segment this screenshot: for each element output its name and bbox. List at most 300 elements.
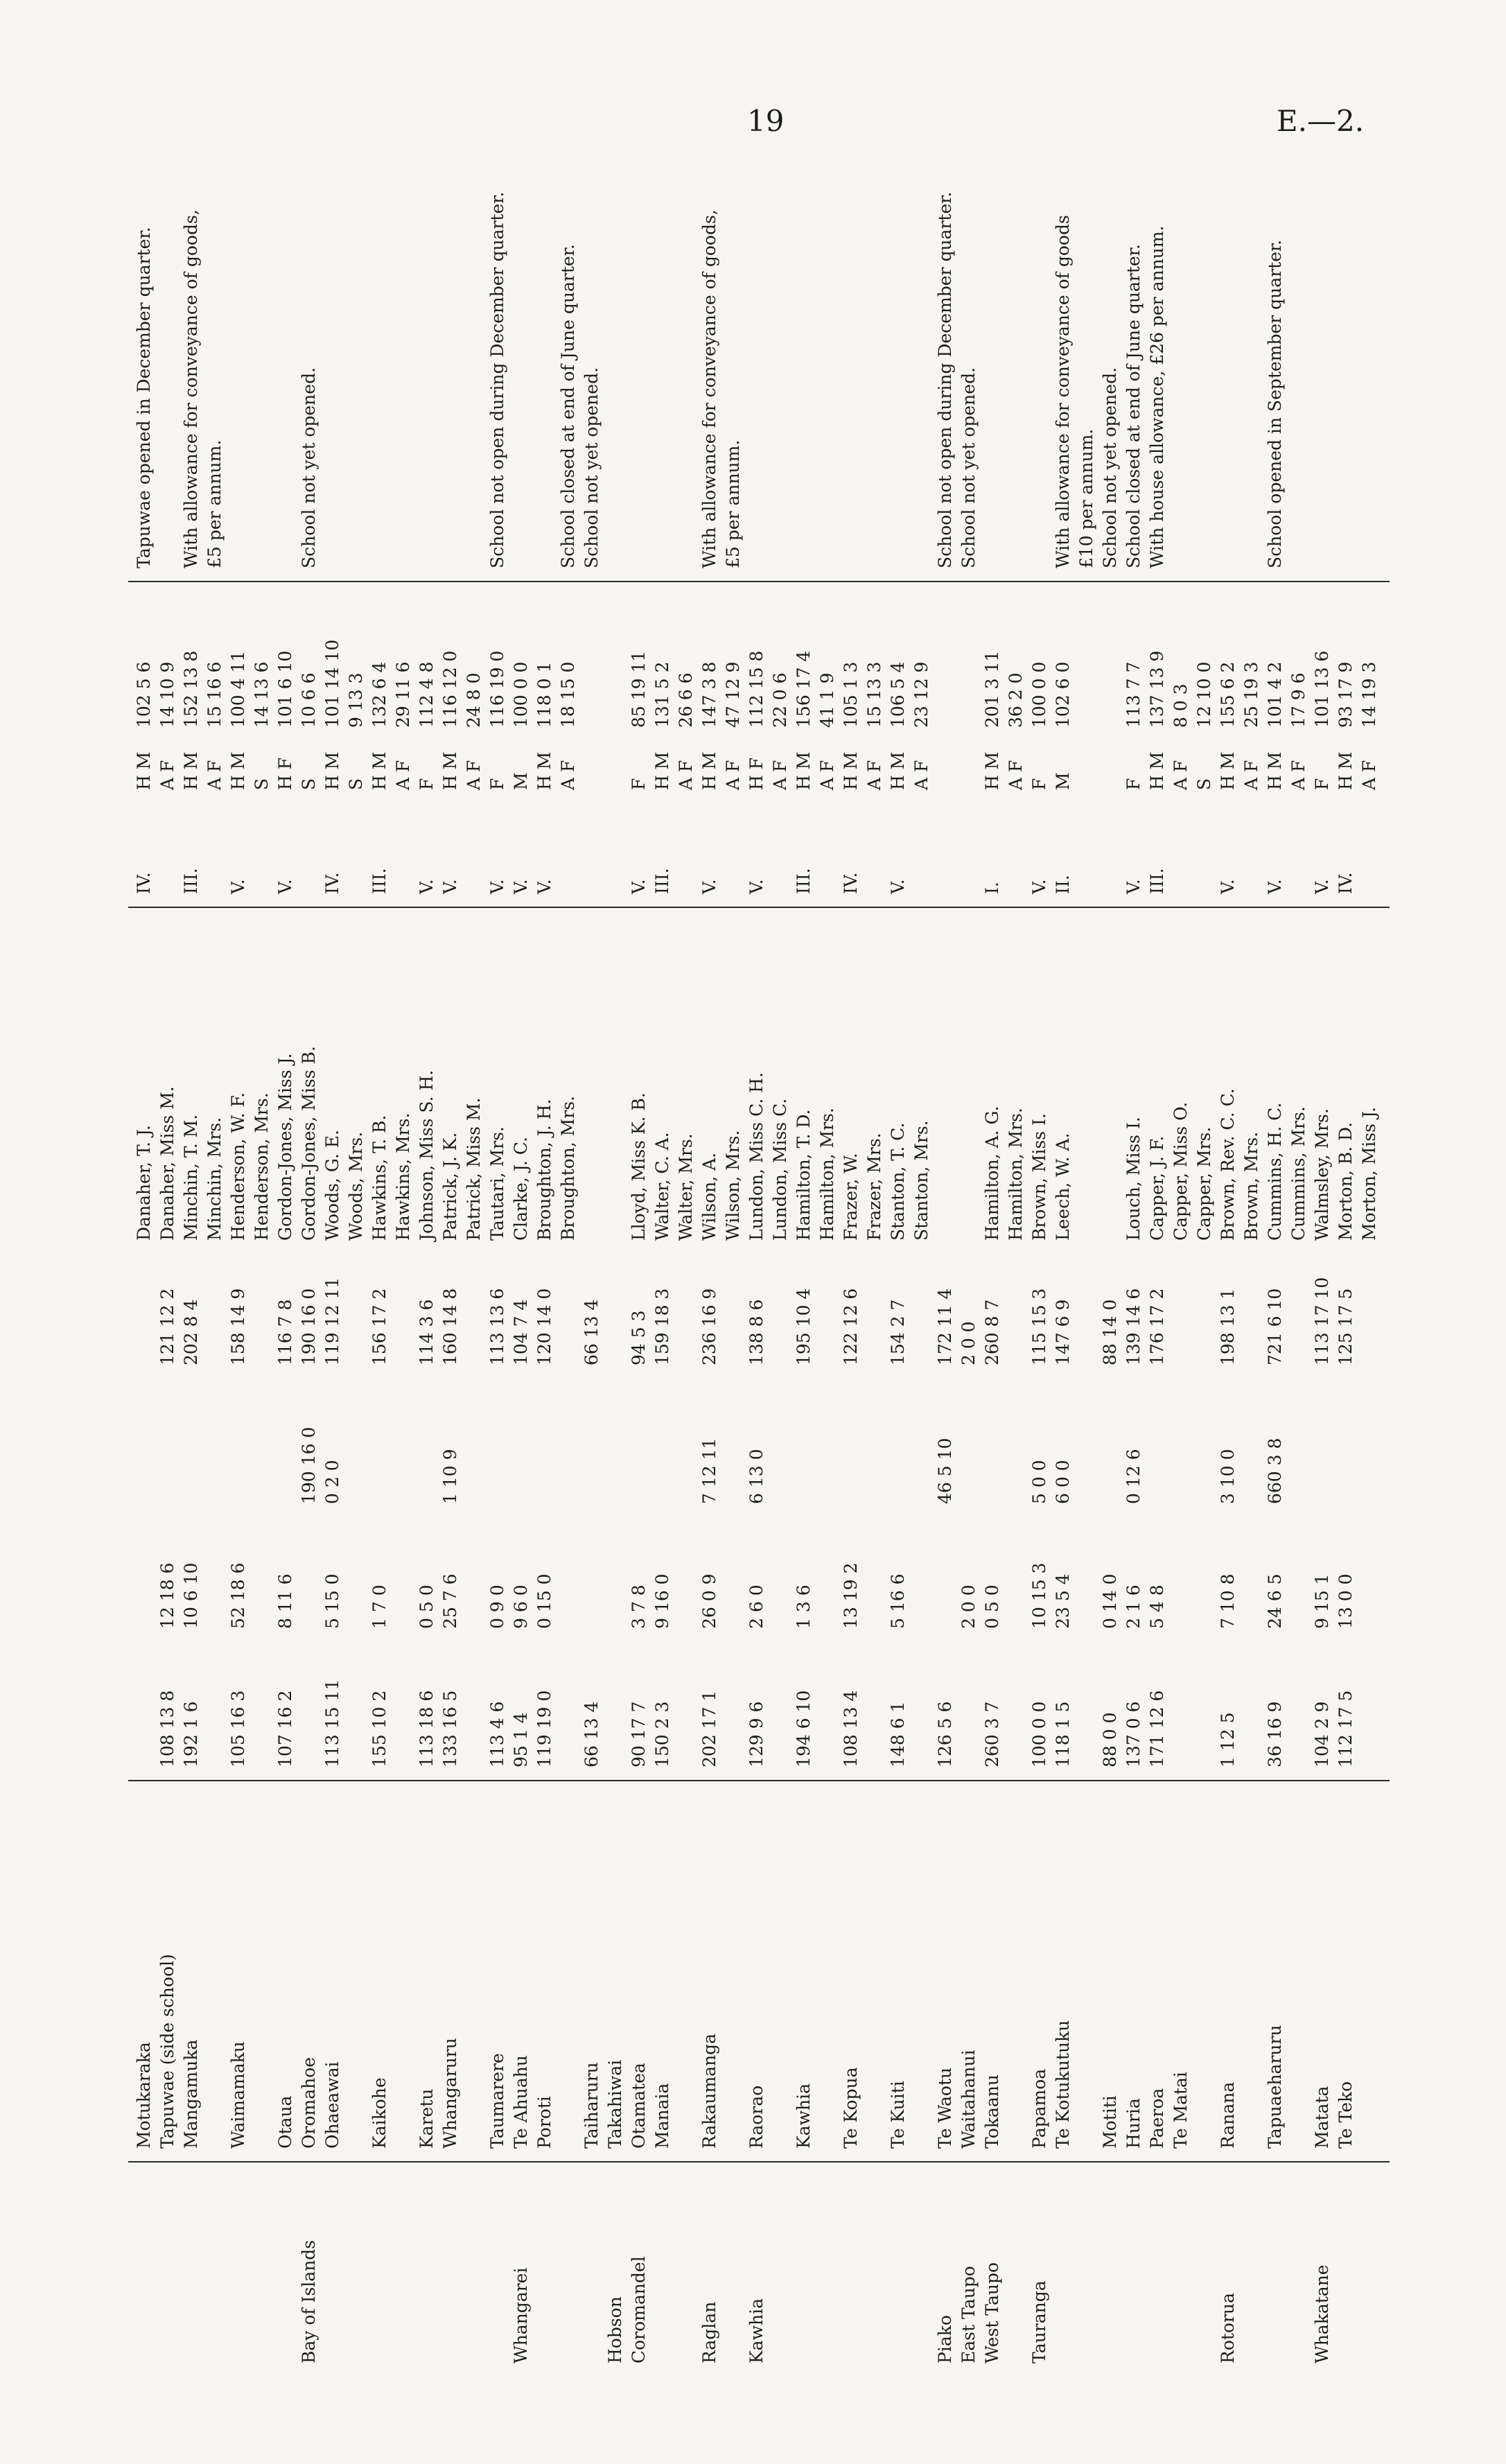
position-cell: A F [770, 760, 790, 790]
school-cell: Tapuwae (side school) [157, 1954, 177, 2149]
total-cell: 156 17 2 [369, 1288, 389, 1365]
teacher-cell: Cummins, H. C. [1265, 1102, 1285, 1241]
table-row [627, 139, 651, 2377]
class-cell: IV. [134, 872, 154, 894]
amount-cell: 7 12 11 [699, 1438, 719, 1504]
salary-cell: 8 0 3 [1171, 683, 1191, 728]
table-row [274, 139, 297, 2377]
table-row [321, 139, 344, 2377]
table-row [1193, 139, 1216, 2377]
teacher-cell: Walter, C. A. [652, 1132, 672, 1241]
total-cell: 113 17 10 [1312, 1277, 1332, 1365]
table-row [439, 139, 462, 2377]
amount-cell: 0 9 0 [487, 1584, 507, 1629]
teacher-cell: Morton, Miss J. [1359, 1107, 1379, 1241]
class-cell: V. [629, 879, 649, 894]
remark-cell: Tapuwae opened in December quarter. [134, 227, 154, 568]
school-cell: Rakaumanga [699, 2033, 719, 2149]
table-row [1169, 139, 1193, 2377]
teacher-cell: Henderson, Mrs. [252, 1092, 272, 1241]
school-cell: Mangamuka [181, 2039, 201, 2149]
amount-cell: 25 7 6 [440, 1573, 460, 1629]
position-cell: A F [864, 760, 884, 790]
table-row [910, 139, 934, 2377]
table-row [934, 139, 957, 2377]
amount-cell: 148 6 1 [888, 1701, 908, 1767]
remark-cell: School not yet opened. [958, 367, 979, 568]
salary-cell: 15 13 3 [864, 661, 884, 728]
class-cell: III. [181, 868, 201, 894]
teacher-cell: Broughton, J. H. [534, 1099, 554, 1241]
school-cell: Kaikohe [369, 2077, 389, 2149]
page-number: 19 [747, 104, 785, 138]
teacher-cell: Patrick, Miss M. [464, 1097, 484, 1241]
school-cell: Kawhia [794, 2083, 814, 2149]
position-cell: H M [134, 751, 154, 790]
class-cell: III. [652, 868, 672, 894]
school-cell: Otamatea [629, 2063, 649, 2149]
amount-cell: 113 4 6 [487, 1701, 507, 1767]
salary-cell: 201 3 11 [982, 650, 1002, 728]
table-row [415, 139, 439, 2377]
table-row [1334, 139, 1358, 2377]
teacher-cell: Broughton, Mrs. [558, 1096, 578, 1241]
position-cell: S [299, 778, 319, 790]
salary-cell: 18 15 0 [558, 661, 578, 728]
teacher-cell: Frazer, W. [841, 1153, 861, 1241]
total-cell: 198 13 1 [1218, 1288, 1238, 1365]
salary-cell: 100 4 11 [228, 650, 248, 728]
position-cell: H F [746, 757, 767, 790]
class-cell: V. [440, 879, 460, 894]
amount-cell: 5 16 6 [888, 1573, 908, 1629]
teacher-cell: Capper, Miss O. [1171, 1101, 1191, 1241]
position-cell: H M [794, 751, 814, 790]
amount-cell: 118 1 5 [1053, 1701, 1073, 1767]
total-cell: 190 16 0 [299, 1288, 319, 1365]
position-cell: H M [841, 751, 861, 790]
position-cell: H M [228, 751, 248, 790]
salary-cell: 156 17 4 [794, 650, 814, 728]
total-cell: 202 8 4 [181, 1299, 201, 1365]
teacher-cell: Wilson, A. [699, 1152, 719, 1241]
teacher-cell: Frazer, Mrs. [864, 1133, 884, 1241]
school-cell: Motiti [1100, 2095, 1120, 2149]
school-cell: Tapuaeharuru [1265, 2025, 1285, 2149]
total-cell: 94 5 3 [629, 1310, 649, 1365]
teacher-cell: Hamilton, Mrs. [1006, 1108, 1026, 1241]
table-row [1216, 139, 1240, 2377]
total-cell: 154 2 7 [888, 1299, 908, 1365]
total-cell: 120 14 0 [534, 1288, 554, 1365]
salary-cell: 155 6 2 [1218, 661, 1238, 728]
salary-cell: 25 19 3 [1241, 661, 1261, 728]
table-row [839, 139, 863, 2377]
teacher-cell: Wilson, Mrs. [723, 1130, 743, 1241]
amount-cell: 6 0 0 [1053, 1460, 1073, 1504]
amount-cell: 129 9 6 [746, 1701, 767, 1767]
district-cell: East Taupo [958, 2266, 979, 2363]
teacher-cell: Stanton, Mrs. [911, 1120, 931, 1241]
table-row [180, 139, 203, 2377]
total-cell: 236 16 9 [699, 1288, 719, 1365]
position-cell: F [487, 778, 507, 790]
table-row [533, 139, 557, 2377]
position-cell: S [252, 778, 272, 790]
teacher-cell: Leech, W. A. [1053, 1133, 1073, 1241]
teacher-cell: Walter, Mrs. [676, 1133, 696, 1241]
total-cell: 158 14 9 [228, 1288, 248, 1365]
amount-cell: 8 11 6 [275, 1573, 295, 1629]
position-cell: H M [1336, 751, 1356, 790]
salary-cell: 9 13 3 [346, 672, 366, 728]
salary-cell: 14 19 3 [1359, 661, 1379, 728]
class-cell: III. [1147, 868, 1167, 894]
school-cell: Oromahoe [299, 2056, 319, 2149]
table-row [297, 139, 321, 2377]
total-cell: 119 12 11 [322, 1277, 342, 1365]
amount-cell: 13 19 2 [841, 1562, 861, 1629]
school-cell: Karetu [417, 2088, 437, 2149]
amount-cell: 90 17 7 [629, 1701, 649, 1767]
salary-cell: 85 19 11 [629, 650, 649, 728]
table-row [698, 139, 721, 2377]
position-cell: A F [723, 760, 743, 790]
total-cell: 115 15 3 [1029, 1288, 1049, 1365]
school-cell: Te Matai [1171, 2072, 1191, 2149]
table-row [250, 139, 274, 2377]
table-row [203, 139, 227, 2377]
class-cell: V. [511, 879, 531, 894]
salary-cell: 101 6 10 [275, 650, 295, 728]
table-row [674, 139, 698, 2377]
salary-cell: 112 4 8 [417, 661, 437, 728]
amount-cell: 0 15 0 [534, 1573, 554, 1629]
district-cell: West Taupo [982, 2262, 1002, 2363]
remark-cell: School not open during December quarter. [935, 191, 955, 568]
school-cell: Te Teko [1336, 2081, 1356, 2149]
position-cell: A F [1171, 760, 1191, 790]
table-row [863, 139, 886, 2377]
school-cell: Huria [1123, 2098, 1144, 2149]
class-cell: IV. [322, 872, 342, 894]
school-cell: Whangaruru [440, 2038, 460, 2149]
total-cell: 2 0 0 [958, 1321, 979, 1365]
total-cell: 172 11 4 [935, 1288, 955, 1365]
amount-cell: 66 13 4 [581, 1701, 602, 1767]
amount-cell: 150 2 3 [652, 1701, 672, 1767]
total-cell: 160 14 8 [440, 1288, 460, 1365]
amount-cell: 5 15 0 [322, 1573, 342, 1629]
remark-cell: School not open during December quarter. [487, 191, 507, 568]
amount-cell: 104 2 9 [1312, 1701, 1332, 1767]
amount-cell: 9 16 0 [652, 1573, 672, 1629]
school-cell: Manaia [652, 2083, 672, 2149]
table-row [486, 139, 509, 2377]
teacher-cell: Hawkins, Mrs. [393, 1112, 413, 1241]
table-row [1051, 139, 1075, 2377]
teacher-cell: Capper, J. F. [1147, 1135, 1167, 1241]
amount-cell: 1 10 9 [440, 1449, 460, 1504]
position-cell: A F [204, 760, 225, 790]
teacher-cell: Henderson, W. F. [228, 1092, 248, 1241]
remark-cell: School not yet opened. [299, 367, 319, 568]
teacher-cell: Woods, G. E. [322, 1130, 342, 1241]
amount-cell: 9 15 1 [1312, 1573, 1332, 1629]
table-row [721, 139, 745, 2377]
amount-cell: 95 1 4 [511, 1712, 531, 1767]
school-cell: Taiharuru [581, 2062, 602, 2149]
class-cell: V. [534, 879, 554, 894]
class-cell: V. [1029, 879, 1049, 894]
teacher-cell: Lundon, Miss C. H. [746, 1072, 767, 1241]
amount-cell: 5 4 8 [1147, 1584, 1167, 1629]
amount-cell: 113 15 11 [322, 1679, 342, 1767]
position-cell: A F [1359, 760, 1379, 790]
table-row [392, 139, 415, 2377]
amount-cell: 190 16 0 [299, 1426, 319, 1504]
amount-cell: 100 0 0 [1029, 1701, 1049, 1767]
teacher-cell: Clarke, J. C. [511, 1137, 531, 1241]
table-row [981, 139, 1004, 2377]
table-row [132, 139, 156, 2377]
teacher-cell: Johnson, Miss S. H. [417, 1069, 437, 1241]
position-cell: A F [676, 760, 696, 790]
salary-cell: 47 12 9 [723, 661, 743, 728]
salary-cell: 26 6 6 [676, 672, 696, 728]
amount-cell: 1 3 6 [794, 1584, 814, 1629]
class-cell: III. [794, 868, 814, 894]
position-cell: H M [369, 751, 389, 790]
table-row [462, 139, 486, 2377]
position-cell: H F [275, 757, 295, 790]
amount-cell: 10 6 10 [181, 1562, 201, 1629]
class-cell: V. [1123, 879, 1144, 894]
total-cell: 125 17 5 [1336, 1288, 1356, 1365]
position-cell: A F [817, 760, 837, 790]
salary-cell: 10 6 6 [299, 672, 319, 728]
teacher-cell: Minchin, T. M. [181, 1114, 201, 1241]
amount-cell: 13 0 0 [1336, 1573, 1356, 1629]
amount-cell: 137 0 6 [1123, 1701, 1144, 1767]
school-cell: Taumarere [487, 2053, 507, 2149]
position-cell: A F [464, 760, 484, 790]
school-cell: Matata [1312, 2086, 1332, 2149]
remark-cell: £5 per annum. [723, 439, 743, 568]
amount-cell: 3 10 0 [1218, 1449, 1238, 1504]
teacher-cell: Minchin, Mrs. [204, 1117, 225, 1241]
table-row [1122, 139, 1146, 2377]
amount-cell: 52 18 6 [228, 1562, 248, 1629]
remark-cell: School closed at end of June quarter. [558, 244, 578, 568]
amount-cell: 155 10 2 [369, 1690, 389, 1767]
school-cell: Poroti [534, 2096, 554, 2149]
class-cell: IV. [841, 872, 861, 894]
amount-cell: 3 7 8 [629, 1584, 649, 1629]
teacher-cell: Cummins, Mrs. [1288, 1106, 1308, 1241]
class-cell: V. [699, 879, 719, 894]
class-cell: V. [487, 879, 507, 894]
class-cell: II. [1053, 875, 1073, 894]
position-cell: H M [888, 751, 908, 790]
total-cell: 113 13 6 [487, 1288, 507, 1365]
salary-cell: 29 11 6 [393, 661, 413, 728]
position-cell: F [1312, 778, 1332, 790]
teacher-cell: Brown, Rev. C. C. [1218, 1088, 1238, 1241]
table-row [344, 139, 368, 2377]
table-row [957, 139, 981, 2377]
school-cell: Otaua [275, 2095, 295, 2149]
salary-cell: 106 5 4 [888, 661, 908, 728]
amount-cell: 119 19 0 [534, 1690, 554, 1767]
position-cell: H M [181, 751, 201, 790]
salary-cell: 102 6 0 [1053, 661, 1073, 728]
table-row [156, 139, 180, 2377]
salary-cell: 132 6 4 [369, 661, 389, 728]
teacher-cell: Tautari, Mrs. [487, 1126, 507, 1241]
teacher-cell: Danaher, T. J. [134, 1125, 154, 1241]
amount-cell: 26 0 9 [699, 1573, 719, 1629]
page-reference: E.—2. [1277, 104, 1365, 138]
amount-cell: 105 16 3 [228, 1690, 248, 1767]
school-cell: Ohaeawai [322, 2061, 342, 2149]
table-row [1028, 139, 1051, 2377]
amount-cell: 112 17 5 [1336, 1690, 1356, 1767]
amount-cell: 133 16 5 [440, 1690, 460, 1767]
amount-cell: 1 7 0 [369, 1584, 389, 1629]
position-cell: A F [1241, 760, 1261, 790]
school-cell: Te Ahuahu [511, 2055, 531, 2149]
position-cell: H M [322, 751, 342, 790]
teacher-cell: Lloyd, Miss K. B. [629, 1092, 649, 1241]
remark-cell: School closed at end of June quarter. [1123, 244, 1144, 568]
school-cell: Takahiwai [605, 2059, 625, 2149]
amount-cell: 2 6 0 [746, 1584, 767, 1629]
class-cell: I. [982, 882, 1002, 894]
total-cell: 147 6 9 [1053, 1299, 1073, 1365]
class-cell: IV. [1336, 872, 1356, 894]
teacher-cell: Hamilton, A. G. [982, 1106, 1002, 1241]
total-cell: 138 8 6 [746, 1299, 767, 1365]
district-cell: Tauranga [1029, 2280, 1049, 2363]
salary-cell: 24 8 0 [464, 672, 484, 728]
teacher-cell: Capper, Mrs. [1194, 1126, 1214, 1241]
salary-cell: 36 2 0 [1006, 672, 1026, 728]
district-cell: Whangarei [511, 2267, 531, 2363]
remark-cell: £10 per annum. [1076, 428, 1096, 568]
district-cell: Coromandel [629, 2256, 649, 2363]
total-cell: 114 3 6 [417, 1299, 437, 1365]
salary-cell: 152 13 8 [181, 650, 201, 728]
salary-cell: 102 5 6 [134, 661, 154, 728]
position-cell: A F [1288, 760, 1308, 790]
amount-cell: 0 12 6 [1123, 1449, 1144, 1504]
teacher-cell: Hamilton, T. D. [794, 1109, 814, 1241]
total-cell: 195 10 4 [794, 1288, 814, 1365]
school-cell: Motukaraka [134, 2042, 154, 2149]
amount-cell: 2 0 0 [958, 1584, 979, 1629]
table-row [227, 139, 250, 2377]
position-cell: H M [1147, 751, 1167, 790]
salary-cell: 113 7 7 [1123, 661, 1144, 728]
amount-cell: 6 13 0 [746, 1449, 767, 1504]
table-row [557, 139, 580, 2377]
salary-cell: 147 3 8 [699, 661, 719, 728]
total-cell: 139 14 6 [1123, 1288, 1144, 1365]
teacher-cell: Brown, Miss I. [1029, 1113, 1049, 1241]
salary-cell: 100 0 0 [1029, 661, 1049, 728]
amount-cell: 0 5 0 [982, 1584, 1002, 1629]
salary-cell: 22 0 6 [770, 672, 790, 728]
amount-cell: 113 18 6 [417, 1690, 437, 1767]
amount-cell: 192 1 6 [181, 1701, 201, 1767]
position-cell: A F [393, 760, 413, 790]
salary-cell: 93 17 9 [1336, 661, 1356, 728]
total-cell: 104 7 4 [511, 1299, 531, 1365]
remark-cell: School not yet opened. [1100, 367, 1120, 568]
position-cell: H M [1265, 751, 1285, 790]
class-cell: V. [1218, 879, 1238, 894]
amount-cell: 2 1 6 [1123, 1584, 1144, 1629]
amount-cell: 260 3 7 [982, 1701, 1002, 1767]
table-row [816, 139, 839, 2377]
teacher-cell: Louch, Miss I. [1123, 1117, 1144, 1241]
salary-cell: 14 10 9 [157, 661, 177, 728]
position-cell: H M [699, 751, 719, 790]
amount-cell: 126 5 6 [935, 1701, 955, 1767]
position-cell: M [511, 772, 531, 790]
total-cell: 260 8 7 [982, 1299, 1002, 1365]
salary-cell: 17 9 6 [1288, 672, 1308, 728]
amount-cell: 0 2 0 [322, 1460, 342, 1504]
teacher-cell: Hawkins, T. B. [369, 1115, 389, 1241]
district-cell: Hobson [605, 2296, 625, 2363]
class-cell: V. [888, 879, 908, 894]
total-cell: 159 18 3 [652, 1288, 672, 1365]
school-cell: Paeroa [1147, 2088, 1167, 2149]
district-cell: Whakatane [1312, 2264, 1332, 2363]
position-cell: H M [652, 751, 672, 790]
teacher-cell: Woods, Mrs. [346, 1131, 366, 1241]
position-cell: S [1194, 778, 1214, 790]
amount-cell: 46 5 10 [935, 1438, 955, 1504]
class-cell: V. [1265, 879, 1285, 894]
table-row [1311, 139, 1334, 2377]
table-row [769, 139, 792, 2377]
school-cell: Te Waotu [935, 2067, 955, 2149]
school-cell: Ranana [1218, 2081, 1238, 2149]
amount-cell: 660 3 8 [1265, 1438, 1285, 1504]
salary-cell: 116 12 0 [440, 650, 460, 728]
class-cell: V. [228, 879, 248, 894]
teacher-cell: Patrick, J. K. [440, 1132, 460, 1241]
amount-cell: 36 16 9 [1265, 1701, 1285, 1767]
teacher-cell: Walmsley, Mrs. [1312, 1108, 1332, 1241]
teacher-cell: Hamilton, Mrs. [817, 1108, 837, 1241]
table-row [368, 139, 392, 2377]
remark-cell: With allowance for conveyance of goods, [181, 209, 201, 568]
district-cell: Kawhia [746, 2298, 767, 2363]
school-cell: Papamoa [1029, 2068, 1049, 2149]
total-cell: 116 7 8 [275, 1299, 295, 1365]
salary-cell: 12 10 0 [1194, 661, 1214, 728]
salary-cell: 41 1 9 [817, 672, 837, 728]
salary-cell: 100 0 0 [511, 661, 531, 728]
teacher-cell: Lundon, Miss C. [770, 1098, 790, 1241]
amount-cell: 171 12 6 [1147, 1690, 1167, 1767]
amount-cell: 10 15 3 [1029, 1562, 1049, 1629]
total-cell: 176 17 2 [1147, 1288, 1167, 1365]
